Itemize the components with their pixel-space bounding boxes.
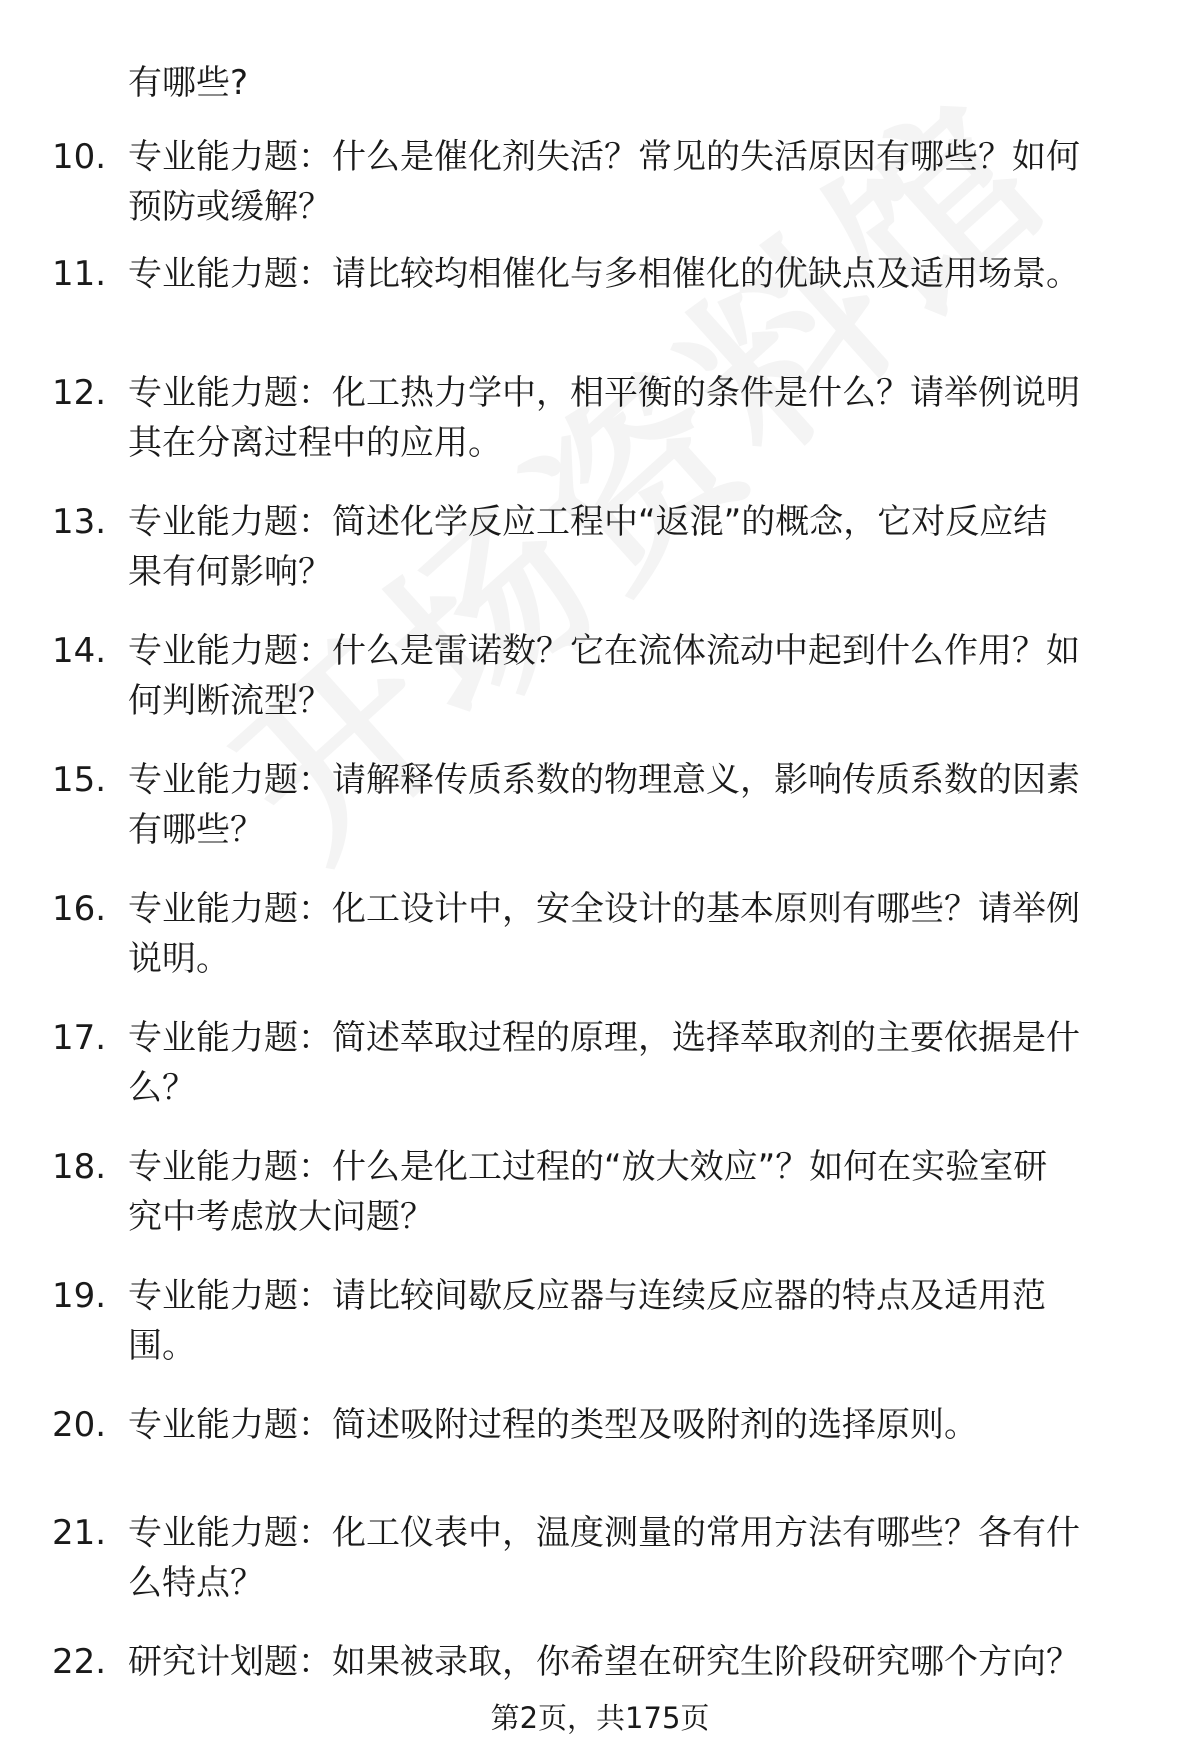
item-line: 专业能力题：简述化学反应工程中“返混”的概念，它对反应结: [128, 502, 1048, 542]
item-line: 其在分离过程中的应用。: [128, 423, 502, 463]
continued-text: 有哪些?: [128, 63, 249, 103]
item-number: 15.: [52, 760, 107, 800]
item-line: 围。: [128, 1326, 196, 1366]
item-text: [128, 1637, 1148, 1687]
item-number: 20.: [52, 1405, 107, 1445]
item-line: 么？: [128, 1068, 196, 1108]
item-number: 17.: [52, 1018, 107, 1058]
item-text: [128, 368, 1148, 468]
item-line: 研究计划题：如果被录取，你希望在研究生阶段研究哪个方向？: [128, 1642, 1080, 1682]
item-number: 19.: [52, 1276, 107, 1316]
item-line: 专业能力题：请解释传质系数的物理意义，影响传质系数的因素: [128, 760, 1080, 800]
item-text: [128, 249, 1148, 299]
item-line: 预防或缓解？: [128, 187, 332, 227]
item-number: 11.: [52, 254, 107, 294]
item-line: 果有何影响？: [128, 552, 332, 592]
item-text: [128, 626, 1148, 726]
item-line: 说明。: [128, 939, 230, 979]
item-line: 专业能力题：简述萃取过程的原理，选择萃取剂的主要依据是什: [128, 1018, 1080, 1058]
item-number: 12.: [52, 373, 107, 413]
item-line: 专业能力题：化工仪表中，温度测量的常用方法有哪些？各有什: [128, 1513, 1080, 1553]
item-number: 14.: [52, 631, 107, 671]
item-text: [128, 1400, 1148, 1450]
page-number: 第2页，共175页: [490, 1701, 710, 1735]
item-line: 专业能力题：什么是雷诺数？它在流体流动中起到什么作用？如: [128, 631, 1080, 671]
item-number: 10.: [52, 137, 107, 177]
item-text: [128, 1142, 1148, 1242]
item-number: 18.: [52, 1147, 107, 1187]
item-number: 21.: [52, 1513, 107, 1553]
item-line: 专业能力题：请比较间歇反应器与连续反应器的特点及适用范: [128, 1276, 1046, 1316]
item-number: 13.: [52, 502, 107, 542]
item-line: 专业能力题：什么是催化剂失活？常见的失活原因有哪些？如何: [128, 137, 1080, 177]
item-text: [128, 884, 1148, 984]
item-text: [128, 755, 1148, 855]
item-line: 何判断流型？: [128, 681, 332, 721]
item-line: 专业能力题：化工热力学中，相平衡的条件是什么？请举例说明: [128, 373, 1080, 413]
item-text: [128, 132, 1148, 232]
item-line: 究中考虑放大问题？: [128, 1197, 434, 1237]
item-line: 专业能力题：简述吸附过程的类型及吸附剂的选择原则。: [128, 1405, 978, 1445]
item-number: 16.: [52, 889, 107, 929]
item-text: [128, 1271, 1148, 1371]
item-line: 专业能力题：化工设计中，安全设计的基本原则有哪些？请举例: [128, 889, 1080, 929]
item-line: 有哪些？: [128, 810, 264, 850]
item-text: [128, 1013, 1148, 1113]
item-text: [128, 1508, 1148, 1608]
item-text: [128, 497, 1148, 597]
item-line: 专业能力题：请比较均相催化与多相催化的优缺点及适用场景。: [128, 254, 1080, 294]
item-line: 么特点？: [128, 1563, 264, 1603]
item-number: 22.: [52, 1642, 107, 1682]
item-line: 专业能力题：什么是化工过程的“放大效应”？如何在实验室研: [128, 1147, 1048, 1187]
